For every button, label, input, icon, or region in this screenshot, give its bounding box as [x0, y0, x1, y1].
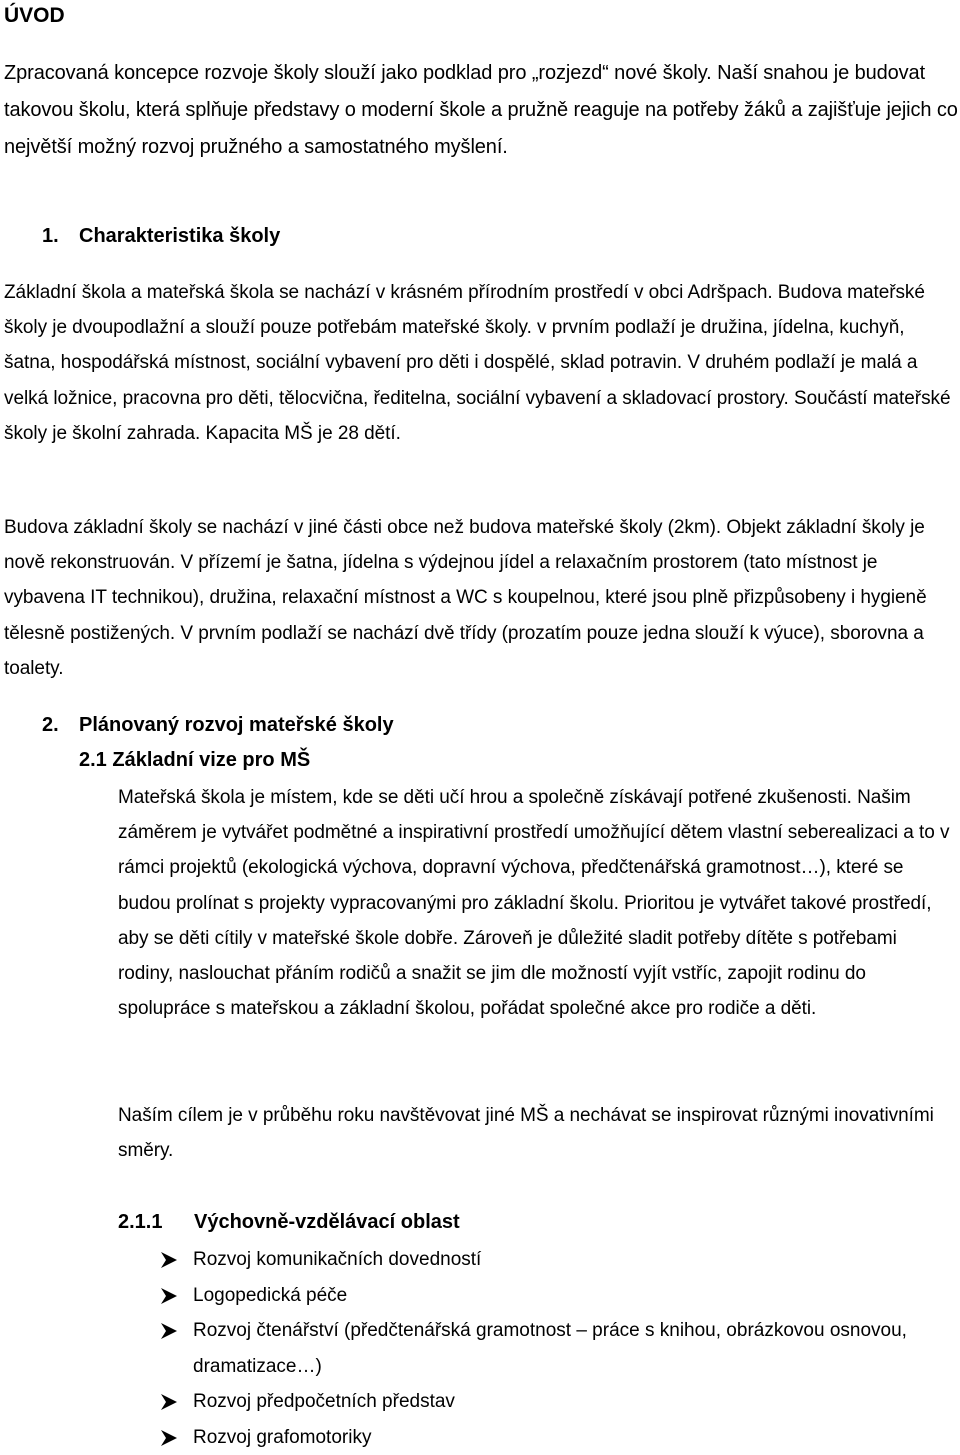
section-1-paragraph-2: Budova základní školy se nachází v jiné části obce než budova mateřské školy (2km). Objekt základní školy je nově rekonstruován. V přízemí je šatna, jídelna s výdejnou jídel a relaxačním prostorem (tato místnost je vybavena IT technikou), družina, relaxační místnost a WC s koupelnou, které jsou plně přizpůsobeny i hygieně tělesně postižených. V prvním podlaží se nachází dvě třídy (prozatím pouze jedna slouží k výuce), sborovna a toalety. [4, 510, 959, 686]
list-item-text: Rozvoj předpočetních představ [193, 1391, 455, 1412]
arrowhead-bullet-icon [160, 1287, 178, 1305]
section-1-number: 1. [42, 222, 79, 250]
intro-paragraph: Zpracovaná koncepce rozvoje školy slouží jako podklad pro „rozjezd“ nové školy. Naší snahou je budovat takovou školu, která splňuje představy o moderní škole a pružně reaguje na potřeby žáků a zajišťuje jejich co největší možný rozvoj pružného a samostatného myšlení. [4, 55, 959, 166]
document-title: ÚVOD [4, 2, 65, 30]
section-2-title: Plánovaný rozvoj mateřské školy [79, 714, 394, 736]
subsection-2-1-number: 2.1 [79, 749, 107, 771]
arrowhead-bullet-icon [160, 1322, 178, 1340]
subsubsection-2-1-1-number: 2.1.1 [118, 1208, 194, 1236]
section-1-paragraph-1: Základní škola a mateřská škola se nachází v krásném přírodním prostředí v obci Adršpach. Budova mateřské školy je dvoupodlažní a slouží pouze potřebám mateřské školy. v prvním podlaží je družina, jídelna, kuchyň, šatna, hospodářská místnost, sociální vybavení pro děti i dospělé, sklad potravin. V druhém podlaží je malá a velká ložnice, pracovna pro děti, tělocvična, ředitelna, sociální vybavení a skladovací prostory. Součástí mateřské školy je školní zahrada. Kapacita MŠ je 28 dětí. [4, 275, 959, 451]
list-item-text: Logopedická péče [193, 1285, 347, 1306]
bullet-list [160, 1242, 950, 1455]
list-item-text: Rozvoj grafomotoriky [193, 1427, 371, 1448]
list-item [160, 1313, 950, 1384]
list-item [160, 1278, 950, 1314]
list-item-text: Rozvoj čtenářství (předčtenářská gramotnost – práce s knihou, obrázkovou osnovou, dramatizace…) [193, 1320, 907, 1377]
arrowhead-bullet-icon [160, 1251, 178, 1269]
subsection-2-1-paragraph-1: Mateřská škola je místem, kde se děti učí hrou a společně získávají potřené zkušenosti. Našim záměrem je vytvářet podmětné a inspirativní prostředí umožňující dětem vlastní seberealizaci a to v rámci projektů (ekologická výchova, dopravní výchova, předčtenářská gramotnost…), které se budou prolínat s projekty vypracovanými pro základní školu. Prioritou je vytvářet takové prostředí, aby se děti cítily v mateřské škole dobře. Zároveň je důležité sladit potřeby dítěte s potřebami rodiny, naslouchat přáním rodičů a snažit se jim dle možností vyjít vstříc, zapojit rodinu do spolupráce s mateřskou a základní školou, pořádat společné akce pro rodiče a děti. [118, 780, 956, 1026]
subsection-2-1-paragraph-2: Naším cílem je v průběhu roku navštěvovat jiné MŠ a nechávat se inspirovat různými inovativními směry. [118, 1098, 956, 1168]
subsubsection-2-1-1-heading [118, 1208, 460, 1236]
section-1-title: Charakteristika školy [79, 225, 280, 247]
list-item [160, 1384, 950, 1420]
list-item-text: Rozvoj komunikačních dovedností [193, 1249, 481, 1270]
section-1-heading [42, 222, 280, 250]
section-2-heading [42, 711, 394, 739]
section-2-number: 2. [42, 711, 79, 739]
subsection-2-1-heading [79, 746, 310, 774]
subsubsection-2-1-1-title: Výchovně-vzdělávací oblast [194, 1211, 460, 1233]
subsection-2-1-title: Základní vize pro MŠ [112, 749, 310, 771]
arrowhead-bullet-icon [160, 1393, 178, 1411]
list-item [160, 1242, 950, 1278]
arrowhead-bullet-icon [160, 1429, 178, 1447]
